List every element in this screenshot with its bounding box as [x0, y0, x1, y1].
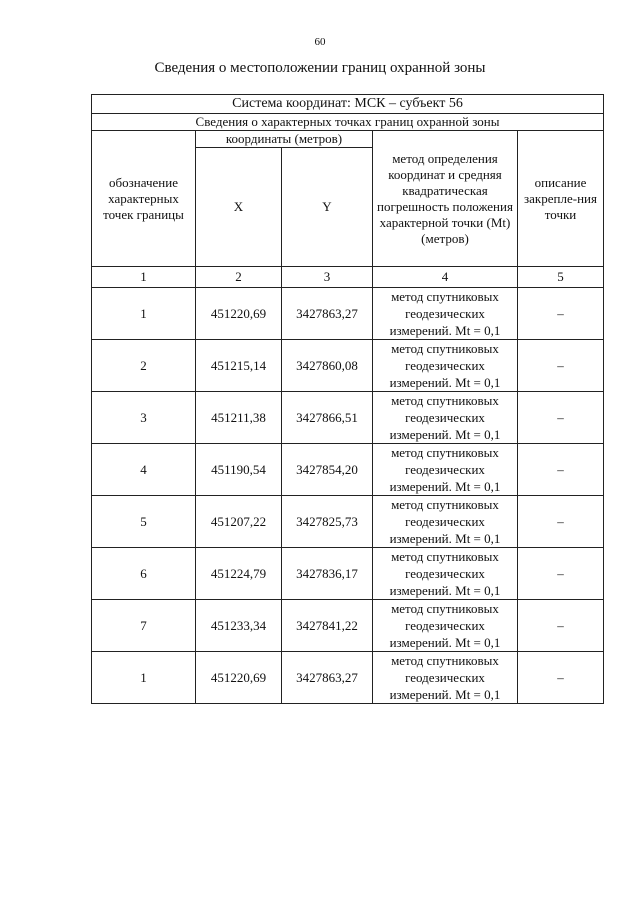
column-number: 3: [282, 267, 373, 288]
y-coordinate-cell: 3427841,22: [282, 600, 373, 652]
page-number: 60: [314, 36, 326, 48]
table-row: [92, 444, 604, 496]
x-coordinate-cell: 451233,34: [196, 600, 282, 652]
point-cell: 5: [92, 496, 196, 548]
description-cell: –: [518, 340, 604, 392]
description-cell: –: [518, 288, 604, 340]
method-cell: метод спутниковых геодезических измерений. Mt = 0,1: [373, 652, 518, 704]
header-method: метод определения координат и средняя квадратическая погрешность положения характерной точки (Mt) (метров): [373, 131, 518, 267]
column-number: 1: [92, 267, 196, 288]
table-row: [92, 600, 604, 652]
point-cell: 1: [92, 652, 196, 704]
table-row: [92, 652, 604, 704]
header-row: [92, 131, 604, 148]
method-cell: метод спутниковых геодезических измерений. Mt = 0,1: [373, 288, 518, 340]
header-y: Y: [282, 148, 373, 267]
table-row: [92, 392, 604, 444]
header-description: описание закрепле-ния точки: [518, 131, 604, 267]
header-designation: обозначение характерных точек границы: [92, 131, 196, 267]
table-body: [92, 95, 604, 704]
x-coordinate-cell: 451220,69: [196, 288, 282, 340]
column-number: 2: [196, 267, 282, 288]
description-cell: –: [518, 652, 604, 704]
description-cell: –: [518, 496, 604, 548]
y-coordinate-cell: 3427836,17: [282, 548, 373, 600]
method-cell: метод спутниковых геодезических измерений. Mt = 0,1: [373, 444, 518, 496]
description-cell: –: [518, 548, 604, 600]
point-cell: 2: [92, 340, 196, 392]
x-coordinate-cell: 451190,54: [196, 444, 282, 496]
y-coordinate-cell: 3427866,51: [282, 392, 373, 444]
y-coordinate-cell: 3427854,20: [282, 444, 373, 496]
description-cell: –: [518, 444, 604, 496]
column-number: 4: [373, 267, 518, 288]
y-coordinate-cell: 3427825,73: [282, 496, 373, 548]
x-coordinate-cell: 451207,22: [196, 496, 282, 548]
y-coordinate-cell: 3427863,27: [282, 288, 373, 340]
point-cell: 3: [92, 392, 196, 444]
x-coordinate-cell: 451215,14: [196, 340, 282, 392]
method-cell: метод спутниковых геодезических измерений. Mt = 0,1: [373, 340, 518, 392]
system-row: [92, 95, 604, 114]
method-cell: метод спутниковых геодезических измерений. Mt = 0,1: [373, 496, 518, 548]
point-cell: 6: [92, 548, 196, 600]
header-x: X: [196, 148, 282, 267]
table-row: [92, 548, 604, 600]
page-title: Сведения о местоположении границ охранной зоны: [154, 60, 486, 76]
method-cell: метод спутниковых геодезических измерений. Mt = 0,1: [373, 548, 518, 600]
coordinates-table: [91, 94, 604, 704]
x-coordinate-cell: 451220,69: [196, 652, 282, 704]
table-row: [92, 496, 604, 548]
coordinate-system: Система координат: МСК – субъект 56: [92, 95, 604, 114]
method-cell: метод спутниковых геодезических измерений. Mt = 0,1: [373, 600, 518, 652]
subtitle-row: [92, 114, 604, 131]
x-coordinate-cell: 451211,38: [196, 392, 282, 444]
table-subtitle: Сведения о характерных точках границ охранной зоны: [92, 114, 604, 131]
table-row: [92, 340, 604, 392]
y-coordinate-cell: 3427863,27: [282, 652, 373, 704]
method-cell: метод спутниковых геодезических измерений. Mt = 0,1: [373, 392, 518, 444]
point-cell: 4: [92, 444, 196, 496]
x-coordinate-cell: 451224,79: [196, 548, 282, 600]
column-numbers-row: [92, 267, 604, 288]
column-number: 5: [518, 267, 604, 288]
y-coordinate-cell: 3427860,08: [282, 340, 373, 392]
description-cell: –: [518, 392, 604, 444]
description-cell: –: [518, 600, 604, 652]
point-cell: 7: [92, 600, 196, 652]
point-cell: 1: [92, 288, 196, 340]
table-row: [92, 288, 604, 340]
header-coordinates: координаты (метров): [196, 131, 373, 148]
